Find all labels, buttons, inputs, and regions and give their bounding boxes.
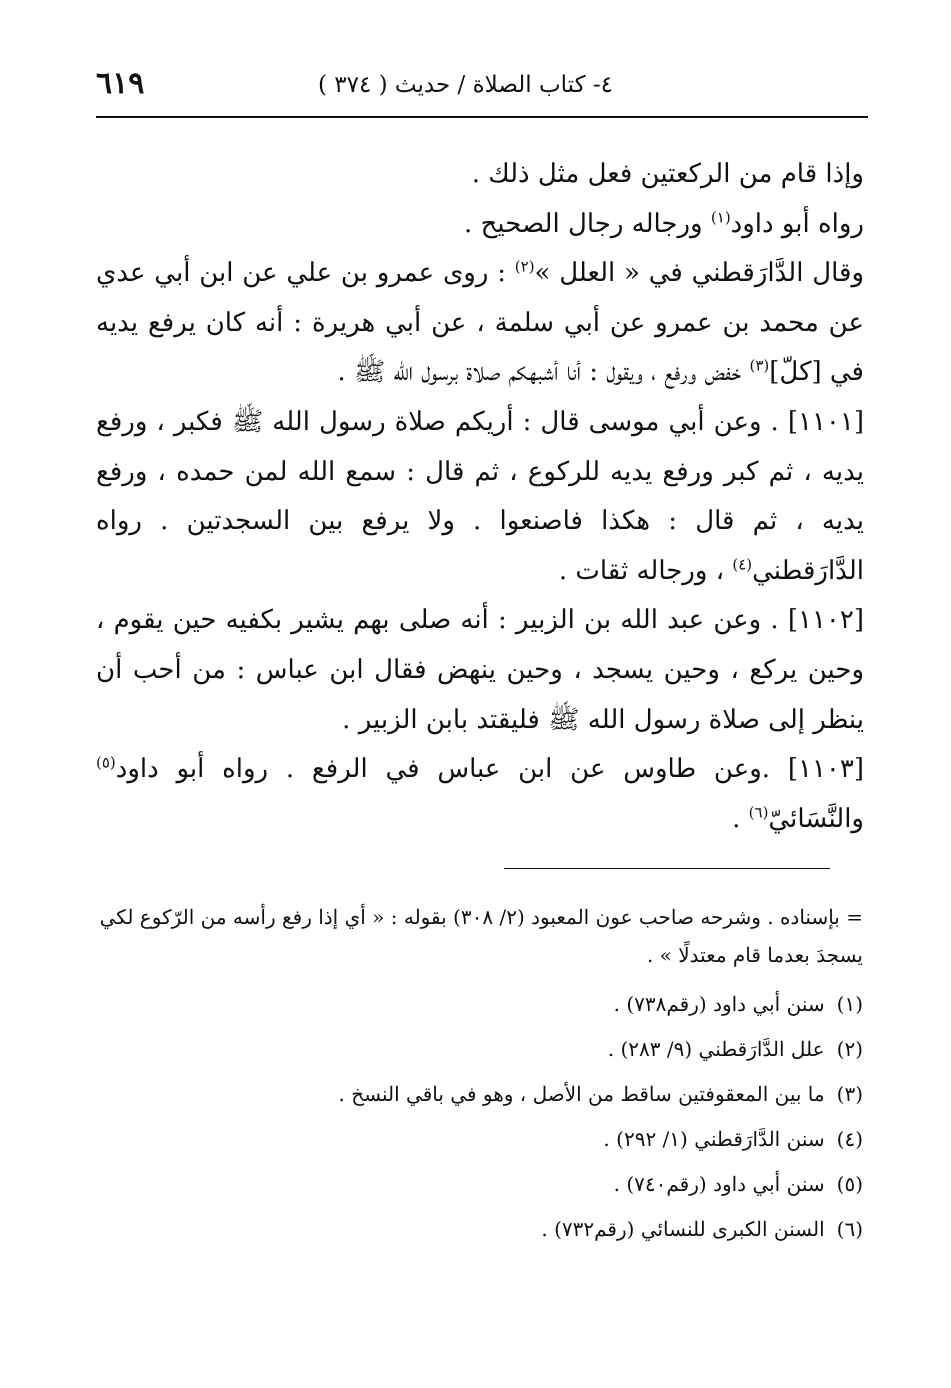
footnote-item (90, 1207, 863, 1252)
footnotes (90, 898, 863, 1252)
footnote-text: علل الدَّارَقطني (٩/ ٢٨٣) . (607, 1037, 825, 1061)
footnote-ref: (٥) (96, 753, 116, 772)
footnote-ref: (٢) (514, 257, 535, 276)
footnote-text: سنن أبي داود (رقم٧٣٨) . (613, 992, 825, 1016)
footnote-number: (٦) (836, 1217, 863, 1241)
text-line: . (732, 803, 741, 834)
text-line: رواه أبو داود (730, 208, 864, 239)
page-number: ٦١٩ (96, 66, 145, 101)
footnote-ref: (٣) (749, 356, 770, 375)
header-rule (96, 116, 868, 118)
footnote-ref: (١) (710, 207, 731, 226)
footnote-item (90, 1027, 863, 1072)
text-line: ورجاله رجال الصحيح . (464, 208, 703, 239)
footnote-ref: (٤) (732, 555, 753, 574)
paragraph-1 (96, 150, 864, 200)
hadith-1102 (96, 596, 864, 745)
footnote-text: سنن الدَّارَقطني (١/ ٢٩٢) . (603, 1127, 825, 1151)
running-title: ٤- كتاب الصلاة / حديث ( ٣٧٤ ) (317, 72, 613, 98)
text-line: والنَّسَائيّ (768, 803, 864, 834)
text-line: [١١٠٣] .وعن طاوس عن ابن عباس في الرفع . رواه أبو داود (115, 754, 864, 785)
footnote-item (90, 1162, 863, 1207)
main-text (96, 150, 864, 844)
footnote-number: (١) (836, 992, 863, 1016)
hadith-1103 (96, 745, 864, 844)
footnote-continuation: = بإسناده . وشرحه صاحب عون المعبود (٢/ ٣٠٨) بقوله : « أي إذا رفع رأسه من الرّكوع لكي يسجدَ بعدما قام معتدلًا » . (99, 905, 863, 967)
text-line: [١١٠١] . وعن أبي موسى قال : أريكم صلاة رسول الله ﷺ فكبر ، ورفع يديه ، ثم كبر ورفع يديه للركوع ، ثم قال : سمع الله لمن حمده ، ورفع يديه ، ثم قال : هكذا فاصنعوا . ولا يرفع بين السجدتين . رواه الدَّارَقطني (96, 406, 864, 586)
footnote-ref: (٦) (748, 803, 769, 822)
hadith-1101 (96, 398, 864, 596)
page-header (96, 62, 868, 112)
text-line: : روى عمرو بن علي عن ابن أبي عدي عن محمد بن عمرو عن أبي سلمة ، عن أبي هريرة : أنه كان يرفع يديه في [كلّ] (96, 258, 864, 388)
text-line: [١١٠٢] . وعن عبد الله بن الزبير : أنه صلى بهم يشير بكفيه حين يقوم ، وحين يركع ، وحين يسجد ، وحين ينهض فقال ابن عباس : من أحب أن ينظر إلى صلاة رسول الله ﷺ فليقتد بابن الزبير . (96, 605, 864, 735)
footnote-item (90, 1117, 863, 1162)
footnote-text: السنن الكبرى للنسائي (رقم٧٣٢) . (541, 1217, 825, 1241)
footnote-item (90, 982, 863, 1027)
footnote-number: (٣) (836, 1082, 863, 1106)
footnote-number: (٥) (836, 1172, 863, 1196)
text-line: وقال الدَّارَقطني في « العلل » (534, 258, 865, 289)
footnote-text: ما بين المعقوفتين ساقط من الأصل ، وهو في باقي النسخ . (338, 1082, 825, 1106)
paragraph-3 (96, 249, 864, 398)
footnote-separator (504, 868, 830, 869)
paragraph-2 (96, 200, 864, 250)
footnote-number: (٢) (836, 1037, 863, 1061)
footnote-number: (٤) (836, 1127, 863, 1151)
footnote-text: سنن أبي داود (رقم٧٤٠) . (613, 1172, 825, 1196)
footnote-item (90, 1072, 863, 1117)
text-line: وإذا قام من الركعتين فعل مثل ذلك . (471, 159, 864, 189)
text-line: خفض ورفع ، ويقول : أنا أشبهكم صلاة برسول الله ﷺ . (337, 357, 742, 388)
text-line: ، ورجاله ثقات . (558, 555, 725, 586)
